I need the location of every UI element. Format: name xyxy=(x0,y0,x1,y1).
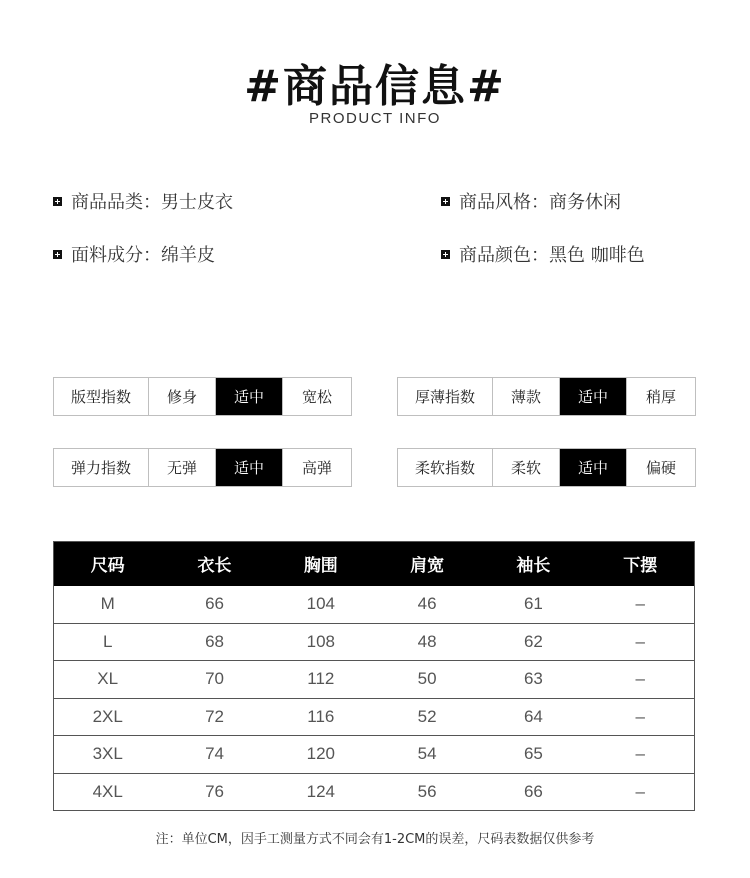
spec-option-selected: 适中 xyxy=(560,449,627,486)
spec-option: 偏硬 xyxy=(645,459,676,477)
spec-option: 稍厚 xyxy=(645,388,676,406)
table-cell: – xyxy=(587,623,695,661)
table-cell: 3XL xyxy=(54,736,162,774)
column-header: 衣长 xyxy=(161,542,267,586)
column-header: 袖长 xyxy=(480,542,586,586)
table-cell: 124 xyxy=(268,773,374,811)
table-cell: 54 xyxy=(374,736,480,774)
table-cell: 4XL xyxy=(54,773,162,811)
column-header: 肩宽 xyxy=(374,542,480,586)
table-cell: 112 xyxy=(268,661,374,699)
info-text: 商品品类：男士皮衣 xyxy=(71,192,233,213)
table-cell: 70 xyxy=(161,661,267,699)
info-item-color xyxy=(441,241,645,267)
table-row xyxy=(54,661,695,699)
plus-bullet-icon xyxy=(53,197,62,206)
spec-name: 厚薄指数 xyxy=(398,378,493,415)
table-cell: 2XL xyxy=(54,698,162,736)
spec-option-selected: 适中 xyxy=(560,378,627,415)
info-item-category xyxy=(53,188,233,214)
table-cell: – xyxy=(635,594,646,613)
table-cell: 50 xyxy=(374,661,480,699)
table-row xyxy=(54,623,695,661)
table-row xyxy=(54,773,695,811)
column-header: 胸围 xyxy=(268,542,374,586)
table-cell: 64 xyxy=(480,698,586,736)
table-cell: 61 xyxy=(523,594,543,613)
spec-thickness xyxy=(397,377,696,416)
table-cell: – xyxy=(587,698,695,736)
plus-bullet-icon xyxy=(53,250,62,259)
table-cell: 48 xyxy=(374,623,480,661)
table-cell: – xyxy=(587,661,695,699)
plus-bullet-icon xyxy=(441,197,450,206)
table-row xyxy=(54,586,695,624)
plus-bullet-icon xyxy=(441,250,450,259)
spec-option: 薄款 xyxy=(493,378,560,415)
table-cell: 120 xyxy=(268,736,374,774)
spec-option-selected: 适中 xyxy=(216,449,283,486)
info-text: 商品颜色：黑色 咖啡色 xyxy=(459,245,645,266)
table-cell: XL xyxy=(54,661,162,699)
table-cell: 104 xyxy=(306,594,335,613)
footnote: 注：单位CM，因手工测量方式不同会有1-2CM的误差，尺码表数据仅供参考 xyxy=(155,832,595,847)
spec-name: 版型指数 xyxy=(54,378,149,415)
table-cell: L xyxy=(54,623,162,661)
info-text: 商品风格：商务休闲 xyxy=(459,192,621,213)
table-cell: 56 xyxy=(374,773,480,811)
table-cell: 68 xyxy=(161,623,267,661)
table-cell: 65 xyxy=(480,736,586,774)
info-item-material xyxy=(53,241,215,267)
spec-option: 柔软 xyxy=(493,449,560,486)
column-header: 尺码 xyxy=(54,542,162,586)
table-cell: 72 xyxy=(161,698,267,736)
page-title: #商品信息# xyxy=(244,61,506,112)
size-table xyxy=(53,541,695,811)
spec-option: 无弹 xyxy=(149,449,216,486)
table-cell: 52 xyxy=(374,698,480,736)
table-cell: 46 xyxy=(417,594,437,613)
table-cell: 116 xyxy=(268,698,374,736)
table-cell: 76 xyxy=(161,773,267,811)
table-cell: 63 xyxy=(480,661,586,699)
table-cell: 66 xyxy=(480,773,586,811)
spec-elasticity xyxy=(53,448,352,487)
table-cell: 74 xyxy=(161,736,267,774)
table-cell: 66 xyxy=(205,594,224,613)
info-text: 面料成分：绵羊皮 xyxy=(71,245,215,266)
column-header: 下摆 xyxy=(587,542,695,586)
spec-softness xyxy=(397,448,696,487)
spec-name: 柔软指数 xyxy=(398,449,493,486)
table-row xyxy=(54,698,695,736)
table-header-row xyxy=(54,542,695,586)
table-cell: – xyxy=(587,736,695,774)
table-cell: M xyxy=(100,594,115,613)
spec-option-selected: 适中 xyxy=(216,378,283,415)
spec-option: 修身 xyxy=(149,378,216,415)
table-cell: 62 xyxy=(480,623,586,661)
info-item-style xyxy=(441,188,621,214)
page-subtitle: PRODUCT INFO xyxy=(309,110,441,127)
spec-option: 宽松 xyxy=(301,388,332,406)
table-row xyxy=(54,736,695,774)
spec-option: 高弹 xyxy=(301,459,332,477)
table-cell: – xyxy=(587,773,695,811)
spec-fit xyxy=(53,377,352,416)
table-cell: 108 xyxy=(268,623,374,661)
spec-name: 弹力指数 xyxy=(54,449,149,486)
